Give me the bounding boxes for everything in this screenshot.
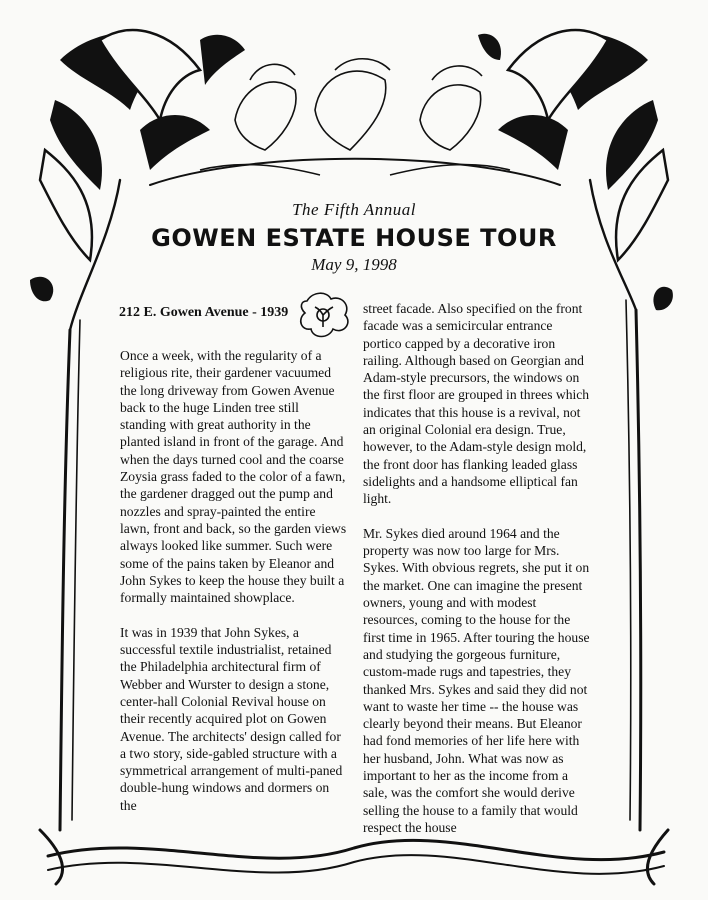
tour-date: May 9, 1998 — [311, 255, 397, 274]
flower-ornament-icon — [293, 287, 357, 343]
tour-kicker: The Fifth Annual — [292, 200, 416, 219]
tour-title: GOWEN ESTATE HOUSE TOUR — [151, 224, 557, 252]
house-address-heading: 212 E. Gowen Avenue - 1939 — [119, 305, 289, 320]
article-left-column — [120, 347, 348, 831]
article-paragraph: It was in 1939 that John Sykes, a successful textile industrialist, retained the Philadelphia architectural firm of Webber and Wurster to design a stone, center-hall Colonial Revival house on their recently acquired plot on Gowen Avenue. The architects' design called for a two story, side-gabled structure with a symmetrical arrangement of multi-paned double-hung windows and dormers on the — [120, 624, 343, 813]
article-paragraph: Once a week, with the regularity of a religious rite, their gardener vacuumed the long driveway from Gowen Avenue back to the huge Linden tree still standing with great authority in the planted island in front of the garage. And when the days turned cool and the coarse Zoysia grass faded to the color of a fawn, the gardener dragged out the pump and nozzles and spray-painted the entire lawn, front and back, so the garden views always looked like summer. Such were some of the pains taken by Eleanor and John Sykes to keep the house they built a formally maintained showplace. — [120, 348, 347, 606]
article-paragraph: Mr. Sykes died around 1964 and the property was now too large for Mrs. Sykes. With obvious regrets, she put it on the market. One can imagine the present owners, young and with modest resources, coming to the house for the first time in 1965. After touring the house and studying the gorgeous furniture, custom-made rugs and tapestries, they thanked Mrs. Sykes and said they did not want to waste her time -- the house was clearly beyond their means. But Eleanor had fond memories of her life here with her husband, John. What was now as important to her as the income from a sale, was the comfort she would derive selling the house to a family that would respect the house — [363, 525, 590, 835]
article-paragraph: street facade. Also specified on the front facade was a semicircular entrance portico capped by a decorative iron railing. Although based on Georgian and Adam-style precursors, the windows on the first floor are grouped in threes which indicates that this house is a revival, not an original Colonial era design. True, however, to the Adam-style design mold, the front door has flanking leaded glass sidelights and a handsome elliptical fan light. — [363, 301, 590, 507]
article-right-column — [363, 300, 591, 854]
